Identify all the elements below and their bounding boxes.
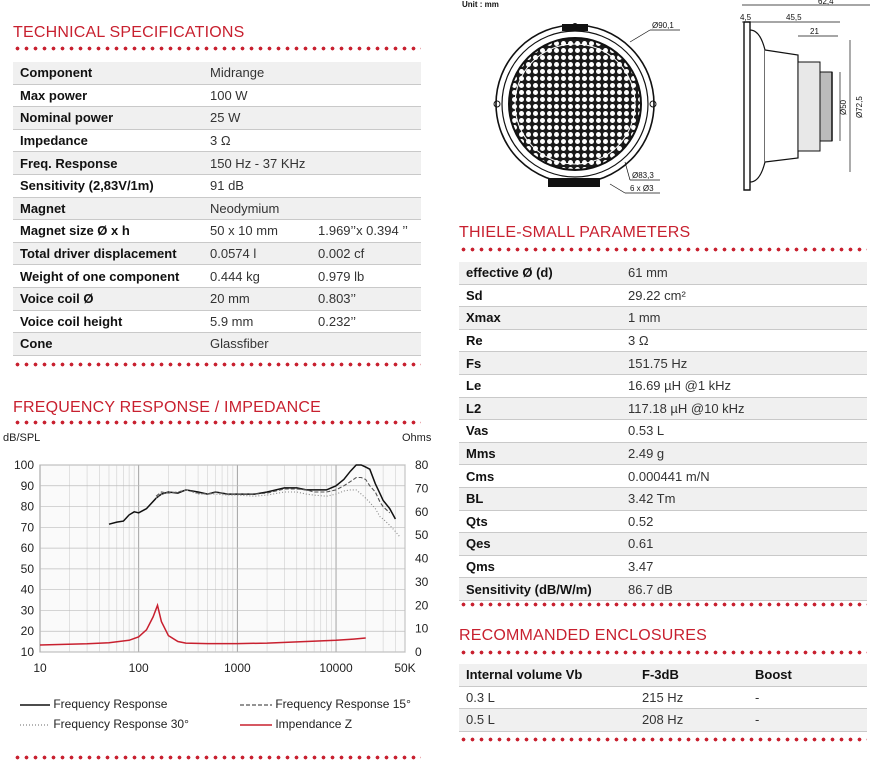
tech-row-label: Freq. Response xyxy=(13,152,203,175)
tech-row xyxy=(13,242,421,265)
x-tick-label: 50K xyxy=(394,661,416,675)
ts-row xyxy=(459,487,867,510)
enclosures-cell: 215 Hz xyxy=(635,686,748,709)
tech-row-value-imperial xyxy=(311,152,421,175)
y-tick-label-left: 30 xyxy=(20,603,34,618)
legend-imp xyxy=(240,717,352,731)
tech-row-value: 50 x 10 mm xyxy=(203,220,311,243)
drawing-unit: Unit : mm xyxy=(462,0,499,9)
tech-row xyxy=(13,220,421,243)
tech-row-label: Nominal power xyxy=(13,107,203,130)
tech-row-value: 0.0574 l xyxy=(203,242,311,265)
ts-row xyxy=(459,284,867,307)
tech-row-label: Max power xyxy=(13,84,203,107)
ts-row xyxy=(459,397,867,420)
x-tick-label: 1000 xyxy=(224,661,251,675)
tech-row xyxy=(13,333,421,356)
tech-row-label: Impedance xyxy=(13,129,203,152)
dotted-divider xyxy=(13,420,421,425)
ts-row xyxy=(459,555,867,578)
y-tick-label-right: 30 xyxy=(415,574,429,589)
enclosures-title: RECOMMANDED ENCLOSURES xyxy=(459,627,707,644)
ts-row xyxy=(459,510,867,533)
dotted-divider xyxy=(459,247,867,252)
ts-row-label: Le xyxy=(459,374,621,397)
ts-row-label: Xmax xyxy=(459,307,621,330)
ts-params-title: THIELE-SMALL PARAMETERS xyxy=(459,224,691,241)
tech-row-value-imperial xyxy=(311,174,421,197)
dotted-divider xyxy=(13,755,421,760)
dotted-divider xyxy=(459,737,867,742)
tech-row xyxy=(13,84,421,107)
tech-row-value-imperial: 0.232’’ xyxy=(311,310,421,333)
tech-row-value-imperial xyxy=(311,62,421,84)
tech-row-value: Glassfiber xyxy=(203,333,311,356)
y-tick-label-left: 10 xyxy=(20,645,34,659)
frequency-response-chart xyxy=(0,450,440,685)
y-tick-label-right: 10 xyxy=(415,621,429,636)
tech-row xyxy=(13,152,421,175)
y-tick-label-right: 80 xyxy=(415,458,429,472)
enclosures-cell: 0.5 L xyxy=(459,709,635,732)
tech-row-label: Cone xyxy=(13,333,203,356)
tech-row xyxy=(13,129,421,152)
tech-row xyxy=(13,174,421,197)
x-tick-label: 10 xyxy=(33,661,47,675)
tech-row xyxy=(13,310,421,333)
tech-row-value: 150 Hz - 37 KHz xyxy=(203,152,311,175)
legend-fr xyxy=(20,697,167,711)
tech-row xyxy=(13,265,421,288)
ts-row-label: BL xyxy=(459,487,621,510)
x-tick-label: 10000 xyxy=(319,661,353,675)
ts-row-label: Sensitivity (dB/W/m) xyxy=(459,578,621,601)
right-axis-unit: Ohms xyxy=(402,432,432,444)
tech-row-value: Neodymium xyxy=(203,197,311,220)
y-tick-label-left: 20 xyxy=(20,624,34,639)
tech-row-value: 25 W xyxy=(203,107,311,130)
ts-row-value: 29.22 cm² xyxy=(621,284,867,307)
ts-row xyxy=(459,420,867,443)
tech-row-value-imperial: 1.969’’x 0.394 ’’ xyxy=(311,220,421,243)
ts-row-value: 117.18 µH @10 kHz xyxy=(621,397,867,420)
enclosures-cell: - xyxy=(748,686,867,709)
y-tick-label-left: 80 xyxy=(20,499,34,514)
ts-row xyxy=(459,329,867,352)
side-magnet-diameter: Ø50 xyxy=(839,99,848,115)
tech-specs-table xyxy=(13,62,421,356)
ts-row-value: 151.75 Hz xyxy=(621,352,867,375)
ts-row xyxy=(459,352,867,375)
left-axis-unit: dB/SPL xyxy=(3,432,41,444)
tech-row-value-imperial xyxy=(311,129,421,152)
tech-row-value: 3 Ω xyxy=(203,129,311,152)
y-tick-label-left: 60 xyxy=(20,541,34,556)
ts-row-label: Vas xyxy=(459,420,621,443)
y-tick-label-right: 50 xyxy=(415,528,429,543)
tech-row-value-imperial: 0.002 cf xyxy=(311,242,421,265)
y-tick-label-left: 90 xyxy=(20,478,34,493)
tech-row-value: 0.444 kg xyxy=(203,265,311,288)
tech-row-label: Magnet size Ø x h xyxy=(13,220,203,243)
ts-row-label: L2 xyxy=(459,397,621,420)
y-tick-label-right: 40 xyxy=(415,551,429,566)
enclosures-header: Internal volume Vb xyxy=(459,664,635,686)
y-tick-label-right: 0 xyxy=(415,645,422,659)
dotted-divider xyxy=(459,650,867,655)
side-view-drawing xyxy=(720,0,880,200)
side-body-depth: 45,5 xyxy=(786,13,802,22)
ts-row-value: 86.7 dB xyxy=(621,578,867,601)
enclosures-cell: 0.3 L xyxy=(459,686,635,709)
tech-row-value: 20 mm xyxy=(203,287,311,310)
dotted-divider xyxy=(13,362,421,367)
tech-row-value-imperial xyxy=(311,107,421,130)
tech-row-value: 100 W xyxy=(203,84,311,107)
ts-row-label: Qes xyxy=(459,533,621,556)
front-view-drawing xyxy=(490,12,690,202)
ts-row-value: 3.47 xyxy=(621,555,867,578)
ts-row xyxy=(459,465,867,488)
tech-row-label: Sensitivity (2,83V/1m) xyxy=(13,174,203,197)
ts-row-label: Cms xyxy=(459,465,621,488)
ts-row-value: 0.61 xyxy=(621,533,867,556)
ts-params-table xyxy=(459,262,867,601)
enclosures-header-row xyxy=(459,664,867,686)
front-diameter-inner: Ø83,3 xyxy=(632,171,654,180)
tech-row-value: 91 dB xyxy=(203,174,311,197)
tech-row-label: Component xyxy=(13,62,203,84)
ts-row-label: Qms xyxy=(459,555,621,578)
x-tick-label: 100 xyxy=(128,661,149,675)
ts-row-label: Fs xyxy=(459,352,621,375)
legend-fr30 xyxy=(20,717,189,731)
freq-response-title: FREQUENCY RESPONSE / IMPEDANCE xyxy=(13,399,321,416)
enclosures-row xyxy=(459,686,867,709)
tech-row-value-imperial: 0.979 lb xyxy=(311,265,421,288)
ts-row-value: 2.49 g xyxy=(621,442,867,465)
side-total-depth: 62,4 xyxy=(818,0,834,6)
ts-row-value: 0.52 xyxy=(621,510,867,533)
legend-fr30-label: Frequency Response 30° xyxy=(53,717,189,731)
side-flange-depth: 4,5 xyxy=(740,13,752,22)
ts-row-label: Mms xyxy=(459,442,621,465)
tech-row-label: Magnet xyxy=(13,197,203,220)
y-tick-label-left: 50 xyxy=(20,561,34,576)
legend-imp-label: Impendance Z xyxy=(275,717,353,731)
tech-specs-title: TECHNICAL SPECIFICATIONS xyxy=(13,24,245,41)
tech-row-label: Voice coil Ø xyxy=(13,287,203,310)
y-tick-label-left: 40 xyxy=(20,582,34,597)
tech-row-value: Midrange xyxy=(203,62,311,84)
tech-row xyxy=(13,197,421,220)
ts-row xyxy=(459,533,867,556)
y-tick-label-right: 20 xyxy=(415,598,429,613)
enclosures-table xyxy=(459,664,867,732)
front-mount-holes: 6 x Ø3 xyxy=(630,184,654,193)
legend-fr-label: Frequency Response xyxy=(53,697,168,711)
ts-row-label: effective Ø (d) xyxy=(459,262,621,284)
enclosures-header: Boost xyxy=(748,664,867,686)
ts-row-value: 0.000441 m/N xyxy=(621,465,867,488)
tech-row-value-imperial xyxy=(311,84,421,107)
tech-row-value-imperial xyxy=(311,333,421,356)
enclosures-cell: 208 Hz xyxy=(635,709,748,732)
legend-fr15-label: Frequency Response 15° xyxy=(275,697,411,711)
ts-row-value: 61 mm xyxy=(621,262,867,284)
ts-row-value: 3.42 Tm xyxy=(621,487,867,510)
ts-row-value: 16.69 µH @1 kHz xyxy=(621,374,867,397)
side-magnet-depth: 21 xyxy=(810,27,819,36)
tech-row-label: Voice coil height xyxy=(13,310,203,333)
tech-row xyxy=(13,62,421,84)
tech-row-label: Total driver displacement xyxy=(13,242,203,265)
tech-row-label: Weight of one component xyxy=(13,265,203,288)
side-body-diameter: Ø72,5 xyxy=(855,96,864,118)
ts-row-label: Re xyxy=(459,329,621,352)
tech-row-value: 5.9 mm xyxy=(203,310,311,333)
ts-row-value: 3 Ω xyxy=(621,329,867,352)
ts-row xyxy=(459,307,867,330)
tech-row xyxy=(13,107,421,130)
enclosures-row xyxy=(459,709,867,732)
y-tick-label-right: 60 xyxy=(415,504,429,519)
dotted-divider xyxy=(459,602,867,607)
tech-row xyxy=(13,287,421,310)
ts-row xyxy=(459,374,867,397)
front-diameter-outer: Ø90,1 xyxy=(652,21,674,30)
tech-row-value-imperial xyxy=(311,197,421,220)
tech-row-value-imperial: 0.803’’ xyxy=(311,287,421,310)
y-tick-label-left: 100 xyxy=(13,458,34,472)
ts-row xyxy=(459,578,867,601)
y-tick-label-right: 70 xyxy=(415,481,429,496)
ts-row-label: Sd xyxy=(459,284,621,307)
ts-row-label: Qts xyxy=(459,510,621,533)
ts-row xyxy=(459,262,867,284)
ts-row xyxy=(459,442,867,465)
ts-row-value: 1 mm xyxy=(621,307,867,330)
ts-row-value: 0.53 L xyxy=(621,420,867,443)
enclosures-cell: - xyxy=(748,709,867,732)
legend-fr15 xyxy=(240,697,411,711)
dotted-divider xyxy=(13,46,421,51)
enclosures-header: F-3dB xyxy=(635,664,748,686)
y-tick-label-left: 70 xyxy=(20,520,34,535)
